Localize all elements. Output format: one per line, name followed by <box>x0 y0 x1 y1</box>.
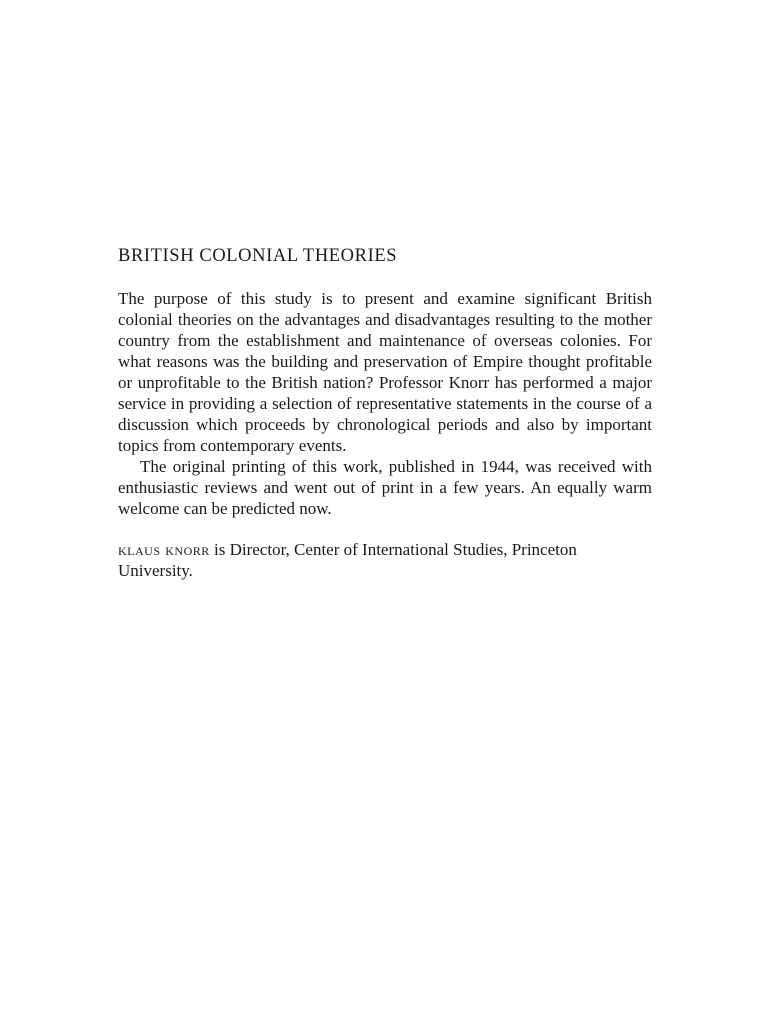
author-affiliation: is Director, Center of International Studies, Princeton University. <box>118 540 577 580</box>
document-page <box>118 244 652 598</box>
document-title: BRITISH COLONIAL THEORIES <box>118 246 398 266</box>
description-paragraph: The purpose of this study is to present and examine significant British colonial theories on the advantages and disadvantages resulting to the mother country from the establishment and maintenance of overseas colonies. For what reasons was the building and preservation of Empire thought profitable or unprofitable to the British nation? Professor Knorr has performed a major service in providing a selection of representative statements in the course of a discussion which proceeds by chronological periods and also by important topics from contemporary events. <box>118 289 652 455</box>
author-name: klaus knorr <box>118 540 210 559</box>
printing-history-paragraph: The original printing of this work, published in 1944, was received with enthusiastic reviews and went out of print in a few years. An equally warm welcome can be predicted now. <box>118 457 652 518</box>
author-note <box>118 539 652 581</box>
